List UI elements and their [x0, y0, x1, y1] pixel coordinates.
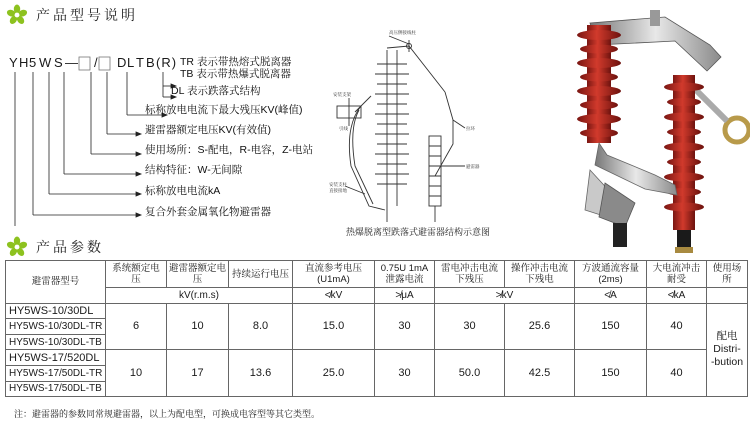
- usage-line: -bution: [710, 356, 744, 369]
- header-cell: 避雷器额定电压: [167, 261, 229, 288]
- label-left2: 引线: [339, 126, 348, 131]
- value-cell: 42.5: [505, 350, 575, 397]
- table-units-row: [6, 288, 748, 304]
- header-cell: 操作冲击电流下残电: [505, 261, 575, 288]
- header-cell: 持续运行电压: [229, 261, 293, 288]
- unit-cell: ≯kV: [435, 288, 575, 304]
- label-bottom-left1: 安装支柱: [329, 182, 347, 187]
- value-cell: 8.0: [229, 303, 293, 350]
- section-header-params: [6, 236, 104, 258]
- table-row: [6, 303, 748, 319]
- section-title: 产品参数: [36, 239, 104, 255]
- header-cell: 0.75U 1mA 泄露电流: [375, 261, 435, 288]
- label-right1: 拉环: [466, 126, 475, 131]
- structure-caption: 热爆脱离型跌落式避雷器结构示意图: [346, 227, 491, 237]
- code-char: /: [94, 55, 99, 70]
- label-bottom-left2: 直接接地: [329, 188, 347, 193]
- value-cell: 30: [375, 303, 435, 350]
- value-cell: 10: [106, 350, 167, 397]
- code-char: Y: [9, 55, 19, 70]
- header-cell: 系统额定电压: [106, 261, 167, 288]
- table-row: [6, 350, 748, 366]
- unit-cell: kV(r.m.s): [106, 288, 293, 304]
- structure-diagram: [325, 26, 490, 236]
- value-cell: 25.6: [505, 303, 575, 350]
- product-photo: [495, 5, 750, 255]
- value-cell: 50.0: [435, 350, 505, 397]
- code-char: (R): [156, 55, 178, 70]
- value-cell: 30: [375, 350, 435, 397]
- value-cell: 15.0: [293, 303, 375, 350]
- label-top: 高压侧接线柱: [389, 30, 416, 35]
- table-header-row: [6, 261, 748, 288]
- header-cell: 方波通流容量(2ms): [575, 261, 647, 288]
- value-cell: 40: [647, 303, 707, 350]
- value-cell: 17: [167, 350, 229, 397]
- code-char: B: [146, 55, 156, 70]
- annotation: 标称放电电流下最大残压KV(峰值): [145, 104, 303, 116]
- code-char: S: [54, 55, 64, 70]
- usage-line: Distri-: [713, 343, 741, 356]
- unit-cell: [707, 288, 748, 304]
- annotation: DL 表示跌落式结构: [171, 85, 261, 97]
- header-cell: 大电流冲击耐受: [647, 261, 707, 288]
- model-cell: HY5WS-17/50DL-TB: [6, 381, 106, 397]
- annotation: 避雷器额定电压KV(有效值): [145, 124, 271, 136]
- usage-line: 配电: [716, 330, 738, 343]
- value-cell: 30: [435, 303, 505, 350]
- model-cell: HY5WS-10/30DL: [6, 303, 106, 319]
- annotation: 使用场所：S-配电，R-电容，Z-电站: [145, 144, 313, 156]
- unit-cell: ≮kA: [647, 288, 707, 304]
- value-cell: 150: [575, 303, 647, 350]
- model-cell: HY5WS-17/50DL-TR: [6, 365, 106, 381]
- header-model: 避雷器型号: [6, 261, 106, 304]
- code-char: T: [136, 55, 145, 70]
- annotation: TR 表示带热熔式脱离器: [180, 56, 292, 68]
- value-cell: 40: [647, 350, 707, 397]
- section-header-model: [6, 4, 138, 26]
- code-char: H: [19, 55, 30, 70]
- flower-icon: [6, 236, 28, 258]
- section-title: 产品型号说明: [36, 7, 138, 23]
- code-char: —: [65, 55, 79, 70]
- model-cell: HY5WS-10/30DL-TR: [6, 319, 106, 335]
- params-table: [5, 260, 748, 397]
- code-char: W: [39, 55, 53, 70]
- value-cell: 25.0: [293, 350, 375, 397]
- header-cell: 雷电冲击电流下残压: [435, 261, 505, 288]
- label-left1: 安装支架: [333, 92, 351, 97]
- model-code-diagram: [0, 26, 340, 226]
- annotation: 结构特征：W-无间隙: [145, 164, 243, 176]
- value-cell: 10: [167, 303, 229, 350]
- unit-cell: ≯μA: [375, 288, 435, 304]
- label-bottom-right: 避雷器: [466, 164, 480, 169]
- footnote: 注：避雷器的参数同常规避雷器，以上为配电型，可换成电容型等其它类型。: [14, 409, 321, 419]
- header-cell: 使用场所: [707, 261, 748, 288]
- value-cell: 13.6: [229, 350, 293, 397]
- code-char: 5: [29, 55, 38, 70]
- annotation: TB 表示带热爆式脱离器: [180, 68, 291, 80]
- code-char: L: [127, 55, 136, 70]
- header-cell: 直流参考电压 (U1mA): [293, 261, 375, 288]
- value-cell: 150: [575, 350, 647, 397]
- annotation: 复合外套金属氧化物避雷器: [145, 206, 271, 218]
- unit-cell: ≮kV: [293, 288, 375, 304]
- unit-cell: ≮A: [575, 288, 647, 304]
- annotation: 标称放电电流kA: [145, 185, 221, 197]
- flower-icon: [6, 4, 28, 26]
- model-cell: HY5WS-17/520DL: [6, 350, 106, 366]
- value-cell: 6: [106, 303, 167, 350]
- code-char: D: [117, 55, 128, 70]
- usage-cell: [707, 303, 748, 397]
- model-cell: HY5WS-10/30DL-TB: [6, 334, 106, 350]
